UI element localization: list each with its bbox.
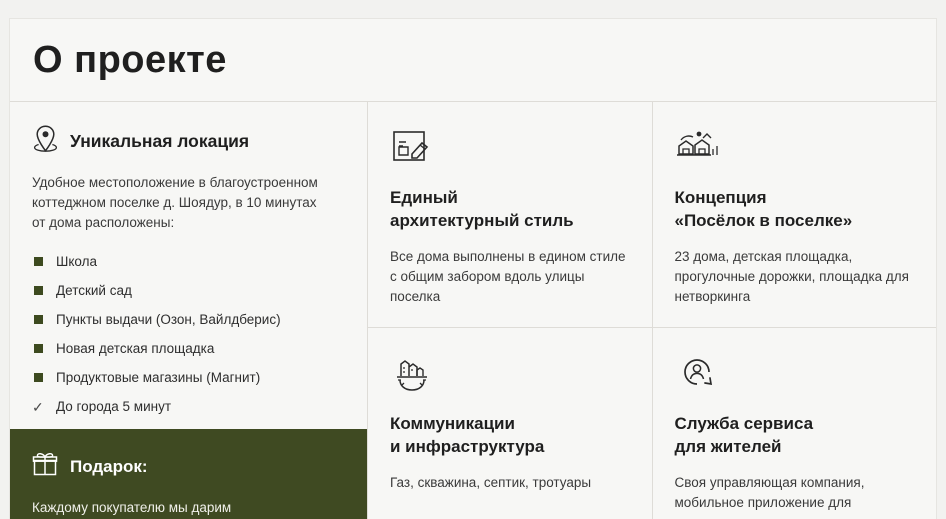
gift-text: Каждому покупателю мы дарим (32, 500, 232, 515)
feature-title-line2: «Посёлок в поселке» (674, 211, 853, 230)
village-houses-icon (675, 124, 913, 168)
feature-service-block (653, 328, 937, 519)
feature-title-line1: Коммуникации (390, 414, 515, 433)
feature-title (675, 186, 913, 232)
feature-architecture-block (368, 102, 652, 328)
feature-title-line2: и инфраструктура (390, 437, 545, 456)
list-item-label: До города 5 минут (56, 399, 172, 414)
list-item-label: Продуктовые магазины (Магнит) (56, 370, 261, 385)
list-item-label: Школа (56, 254, 98, 269)
unique-location-block (10, 102, 367, 421)
square-bullet-icon (34, 286, 43, 295)
list-item-label: Новая детская площадка (56, 341, 215, 356)
feature-title-line2: архитектурный стиль (390, 211, 574, 230)
page-title: О проекте (33, 38, 227, 81)
list-item (32, 247, 343, 276)
square-bullet-icon (34, 315, 43, 324)
square-bullet-icon (34, 373, 43, 382)
unique-location-heading (32, 124, 343, 159)
feature-text: Все дома выполнены в едином стиле с общим забором вдоль улицы поселка (390, 249, 626, 304)
gift-heading (32, 451, 345, 482)
feature-title (390, 412, 628, 458)
about-project-card (10, 19, 936, 519)
list-item (32, 276, 343, 305)
feature-text: Своя управляющая компания, мобильное приложение для (674, 475, 865, 510)
map-pin-location-icon (32, 124, 59, 159)
square-bullet-icon (34, 257, 43, 266)
unique-location-description: Удобное местоположение в благоустроенном коттеджном поселке д. Шоядур, в 10 минутах от дома расположены: (32, 175, 318, 230)
square-bullet-icon (34, 344, 43, 353)
list-item (32, 392, 343, 421)
feature-title (390, 186, 628, 232)
service-support-icon (675, 350, 913, 394)
column-right (653, 102, 937, 519)
feature-title (675, 412, 913, 458)
architect-blueprint-icon (390, 124, 628, 168)
list-item-label: Пункты выдачи (Озон, Вайлдберис) (56, 312, 281, 327)
unique-location-title: Уникальная локация (70, 131, 250, 151)
list-item (32, 363, 343, 392)
gift-block (10, 429, 367, 519)
list-item (32, 334, 343, 363)
feature-text: Газ, скважина, септик, тротуары (390, 475, 592, 490)
feature-text: 23 дома, детская площадка, прогулочные дорожки, площадка для нетворкинга (674, 249, 909, 304)
column-left (10, 102, 368, 519)
gift-title: Подарок: (70, 456, 148, 476)
feature-title-line1: Служба сервиса (674, 414, 814, 433)
check-mark-icon: ✓ (32, 398, 44, 415)
feature-utilities-block (368, 328, 652, 519)
column-middle (368, 102, 653, 519)
feature-title-line1: Единый (390, 188, 458, 207)
list-item (32, 305, 343, 334)
feature-concept-block (653, 102, 937, 328)
feature-title-line2: для жителей (674, 437, 782, 456)
content-grid (10, 102, 936, 519)
utilities-gear-icon (390, 350, 628, 394)
columns-right (368, 102, 936, 519)
gift-box-icon (32, 451, 58, 482)
list-item-label: Детский сад (56, 283, 132, 298)
location-amenities-list (32, 247, 343, 421)
feature-title-line1: Концепция (674, 188, 767, 207)
card-header (10, 19, 936, 102)
